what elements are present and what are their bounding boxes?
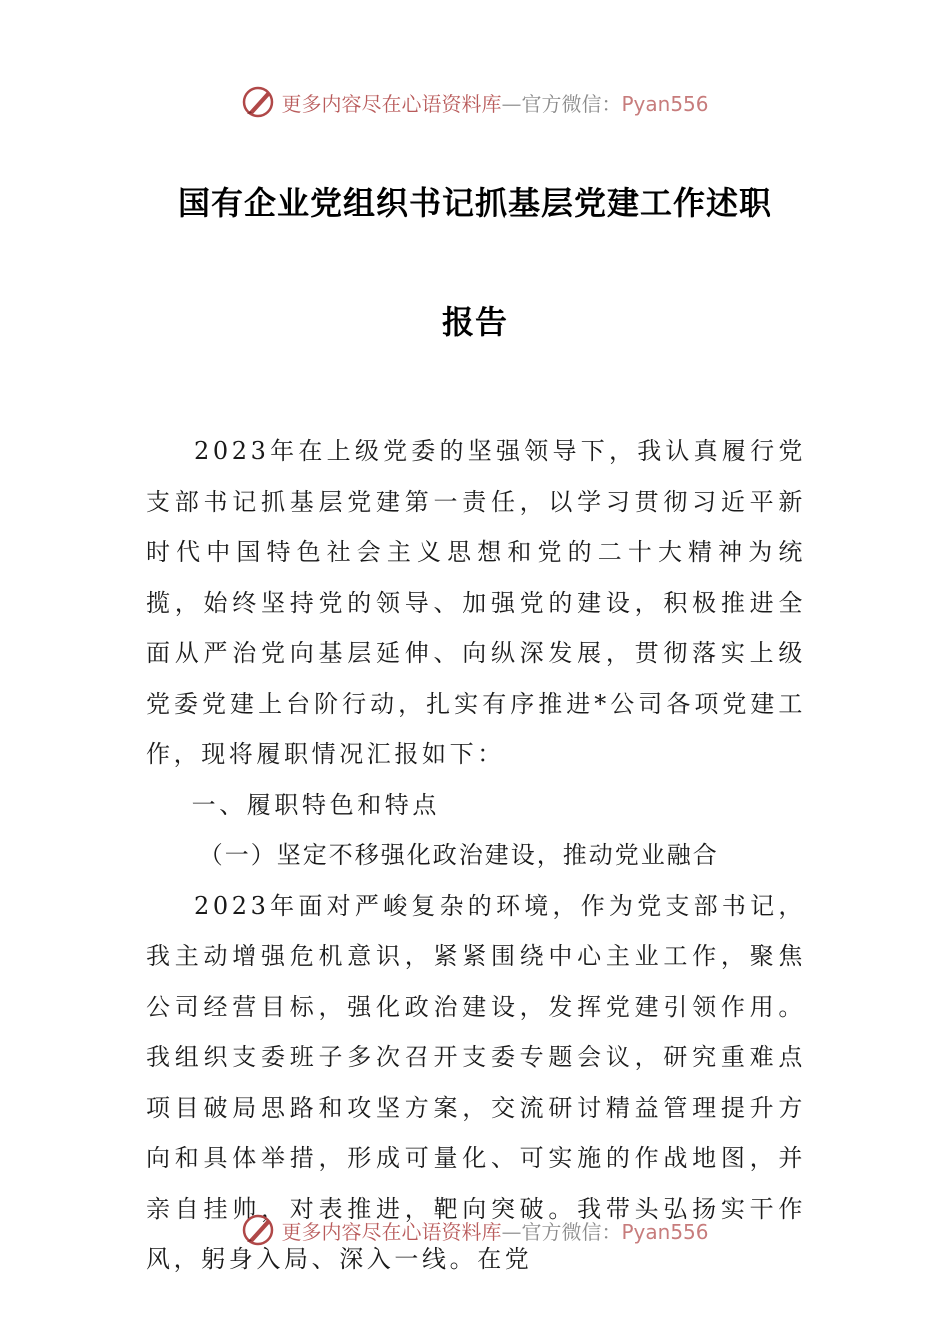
watermark-id: Pyan556 bbox=[621, 91, 709, 116]
pen-logo-icon bbox=[241, 84, 277, 120]
watermark-main: 更多内容尽在心语资料库 bbox=[281, 1219, 502, 1244]
watermark-separator: — bbox=[501, 91, 522, 116]
document-body bbox=[146, 426, 806, 1285]
watermark-separator: — bbox=[501, 1219, 522, 1244]
watermark-main: 更多内容尽在心语资料库 bbox=[281, 91, 502, 116]
watermark-text bbox=[281, 88, 708, 117]
document-title-line1: 国有企业党组织书记抓基层党建工作述职 bbox=[177, 184, 772, 222]
watermark-id: Pyan556 bbox=[621, 1219, 709, 1244]
watermark-header bbox=[0, 82, 950, 122]
watermark-side: 官方微信： bbox=[521, 1219, 622, 1244]
document-title-line2: 报告 bbox=[441, 303, 508, 341]
watermark-footer bbox=[0, 1210, 950, 1250]
subsection-heading: （一）坚定不移强化政治建设，推动党业融合 bbox=[198, 841, 719, 869]
paragraph-body: 2023年面对严峻复杂的环境，作为党支部书记，我主动增强危机意识，紧紧围绕中心主业工作，聚焦公司经营目标，强化政治建设，发挥党建引领作用。我组织支委班子多次召开支委专题会议，研究重难点项目破局思路和攻坚方案，交流研讨精益管理提升方向和具体举措，形成可量化、可实施的作战地图，并亲自挂帅，对表推进，靶向突破。我带头弘扬实干作风，躬身入局、深入一线。在党 bbox=[146, 891, 806, 1273]
section-heading: 一、履职特色和特点 bbox=[191, 790, 440, 819]
watermark-text bbox=[281, 1216, 708, 1245]
pen-logo-icon bbox=[241, 1212, 277, 1248]
paragraph-intro: 2023年在上级党委的坚强领导下，我认真履行党支部书记抓基层党建第一责任，以学习贯彻习近平新时代中国特色社会主义思想和党的二十大精神为统揽，始终坚持党的领导、加强党的建设，积极推进全面从严治党向基层延伸、向纵深发展，贯彻落实上级党委党建上台阶行动，扎实有序推进*公司各项党建工作，现将履职情况汇报如下： bbox=[146, 437, 806, 768]
watermark-side: 官方微信： bbox=[521, 91, 622, 116]
